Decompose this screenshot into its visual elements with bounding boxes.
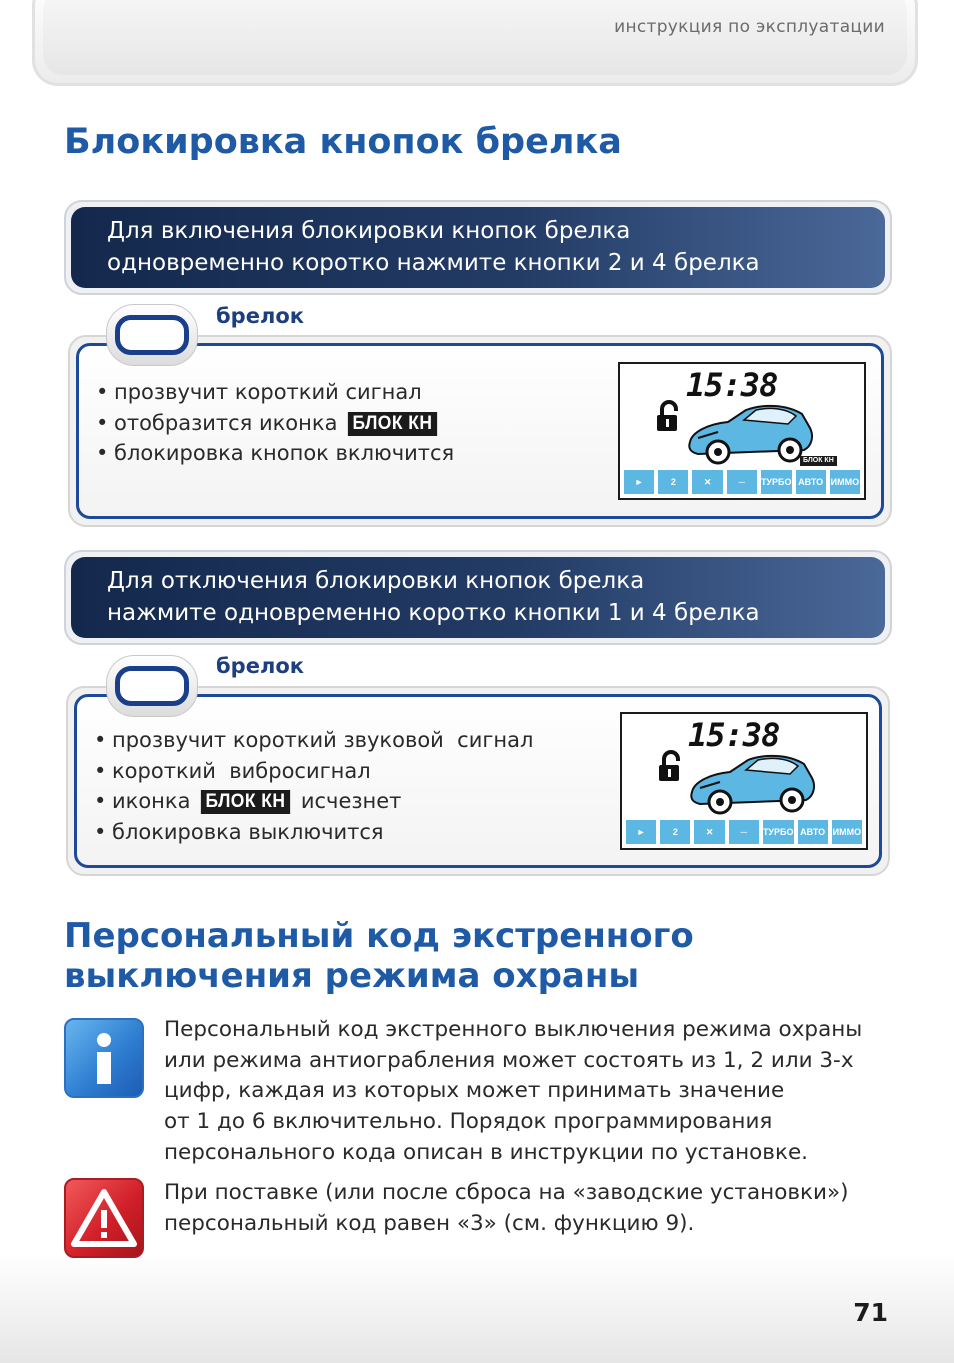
result-list-lock-off <box>94 725 533 847</box>
lock-open-icon <box>656 400 682 434</box>
car-icon <box>686 748 818 820</box>
section-title-personal-code: Персональный код экстренного выключения режима охраны <box>64 916 694 996</box>
list-item: • блокировка выключится <box>94 817 533 848</box>
lcd-display-lock-on <box>618 362 866 500</box>
key-fob-screen-icon <box>115 315 189 355</box>
page-header-inner <box>43 0 907 75</box>
lcd-auto-label: АВТО <box>796 470 826 494</box>
key-fob-icon <box>106 304 198 366</box>
fob-label: брелок <box>216 654 304 678</box>
info-paragraph: Персональный код экстренного выключения режима охраны или режима антиограбления может состоять из 1, 2 или 3-х цифр, каждая из которых может принимать значение от 1 до 6 включительно. Порядок программирования персонального кода описан в инструкции по установке. <box>164 1017 863 1165</box>
lcd-turbo-label: ТУРБО <box>763 820 794 844</box>
page-header <box>32 0 918 86</box>
pistol-icon: ► <box>626 820 656 844</box>
page-bottom-shade <box>0 1253 954 1363</box>
list-item: • короткий вибросигнал <box>94 756 533 787</box>
lcd-time: 15:38 <box>686 366 778 404</box>
warning-paragraph: При поставке (или после сброса на «заводские установки») персональный код равен «3» (см. функцию 9). <box>164 1180 849 1236</box>
instruction-line: Для включения блокировки кнопок брелка <box>107 218 631 244</box>
wrench-icon: ─ <box>727 470 757 494</box>
warning-triangle-icon <box>66 1180 142 1256</box>
list-item: • блокировка кнопок включится <box>96 438 454 469</box>
wrench-icon: ─ <box>729 820 759 844</box>
warning-icon <box>64 1178 144 1258</box>
lcd-auto-label: АВТО <box>798 820 828 844</box>
instruction-line: одновременно коротко нажмите кнопки 2 и 4 брелка <box>107 250 760 276</box>
lock-open-icon <box>658 750 684 784</box>
cross-icon: ✕ <box>694 820 724 844</box>
lcd-immo-label: ИММО <box>832 820 862 844</box>
list-item: • иконка БЛОК КН исчезнет <box>94 786 533 817</box>
lcd-immo-label: ИММО <box>830 470 860 494</box>
instruction-line: Для отключения блокировки кнопок брелка <box>107 568 645 594</box>
blok-kn-badge: БЛОК КН <box>348 412 437 436</box>
info-icon <box>64 1018 144 1098</box>
fob-label: брелок <box>216 304 304 328</box>
cross-icon: ✕ <box>692 470 722 494</box>
list-item: • прозвучит короткий звуковой сигнал <box>94 725 533 756</box>
lock-2-icon: 2 <box>658 470 688 494</box>
list-item: • отобразится иконка БЛОК КН <box>96 408 454 439</box>
info-glyph-icon <box>66 1020 142 1096</box>
key-fob-icon <box>106 655 198 717</box>
instruction-banner-text <box>71 557 885 638</box>
result-list-lock-on <box>96 377 454 469</box>
instruction-line: нажмите одновременно коротко кнопки 1 и 4 брелка <box>107 600 760 626</box>
lcd-blok-kn-badge: БЛОК КН <box>800 456 837 466</box>
instruction-banner-lock-off <box>64 550 892 645</box>
instruction-banner-text <box>71 207 885 288</box>
lock-2-icon: 2 <box>660 820 690 844</box>
page-number: 71 <box>853 1298 888 1327</box>
key-fob-screen-icon <box>115 666 189 706</box>
lcd-turbo-label: ТУРБО <box>761 470 792 494</box>
lcd-display-lock-off <box>620 712 868 850</box>
list-item: • прозвучит короткий сигнал <box>96 377 454 408</box>
pistol-icon: ► <box>624 470 654 494</box>
car-icon <box>684 398 816 470</box>
header-subtitle: инструкция по эксплуатации <box>614 17 885 37</box>
blok-kn-badge: БЛОК КН <box>201 790 290 814</box>
section-title-key-lock: Блокировка кнопок брелка <box>64 122 622 162</box>
lcd-status-icons <box>624 470 860 494</box>
lcd-status-icons <box>626 820 862 844</box>
lcd-time: 15:38 <box>688 716 780 754</box>
instruction-banner-lock-on <box>64 200 892 295</box>
